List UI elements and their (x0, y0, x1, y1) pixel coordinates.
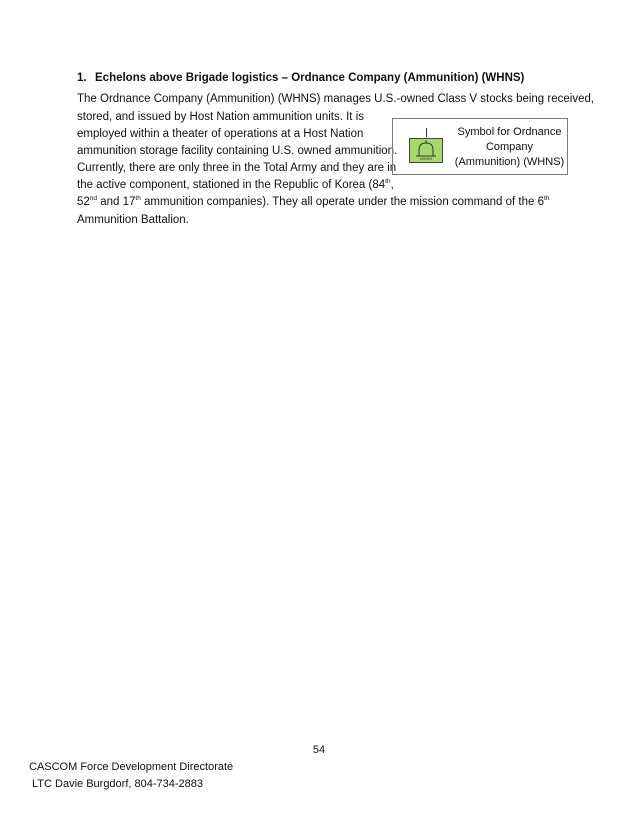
footer-contact: LTC Davie Burgdorf, 804-734-2883 (32, 778, 204, 790)
body-line-1: The Ordnance Company (Ammunition) (WHNS) manages U.S.-owned Class V stocks being received, (77, 93, 595, 105)
figure-caption: Symbol for Ordnance Company (Ammunition) (WHNS) (454, 126, 565, 168)
superscript: nd (89, 195, 98, 203)
superscript: th (543, 195, 550, 203)
superscript: th (385, 178, 391, 186)
section-title: Echelons above Brigade logistics – Ordnance Company (Ammunition) (WHNS) (95, 72, 525, 84)
section-heading (77, 72, 597, 84)
body-text: and 17 (97, 196, 136, 208)
body-text: 52 (77, 196, 90, 208)
body-line-4: ammunition storage facility containing U.S. owned ammunition. (77, 145, 398, 157)
body-line-3: employed within a theater of operations at a Host Nation (77, 128, 364, 140)
body-line-7 (77, 194, 549, 210)
echelon-indicator-icon (426, 128, 427, 137)
body-line-2: stored, and issued by Host Nation ammunition units. It is (77, 111, 365, 123)
body-text: the active component, stationed in the Republic of Korea (84 (77, 179, 386, 191)
unit-modifier-label: WHNS (419, 156, 433, 161)
body-line-6 (77, 177, 394, 193)
body-line-5: Currently, there are only three in the Total Army and they are in (77, 162, 397, 174)
body-text: ammunition companies). They all operate under the mission command of the 6 (140, 196, 544, 208)
ordnance-unit-symbol-icon (409, 138, 443, 163)
page-number: 54 (312, 744, 326, 756)
section-number: 1. (77, 72, 87, 84)
unit-symbol-figure (392, 118, 568, 175)
body-text: , (390, 179, 394, 191)
body-line-8: Ammunition Battalion. (77, 214, 189, 226)
superscript: th (135, 195, 141, 203)
footer-organization: CASCOM Force Development Directorate (29, 761, 234, 773)
